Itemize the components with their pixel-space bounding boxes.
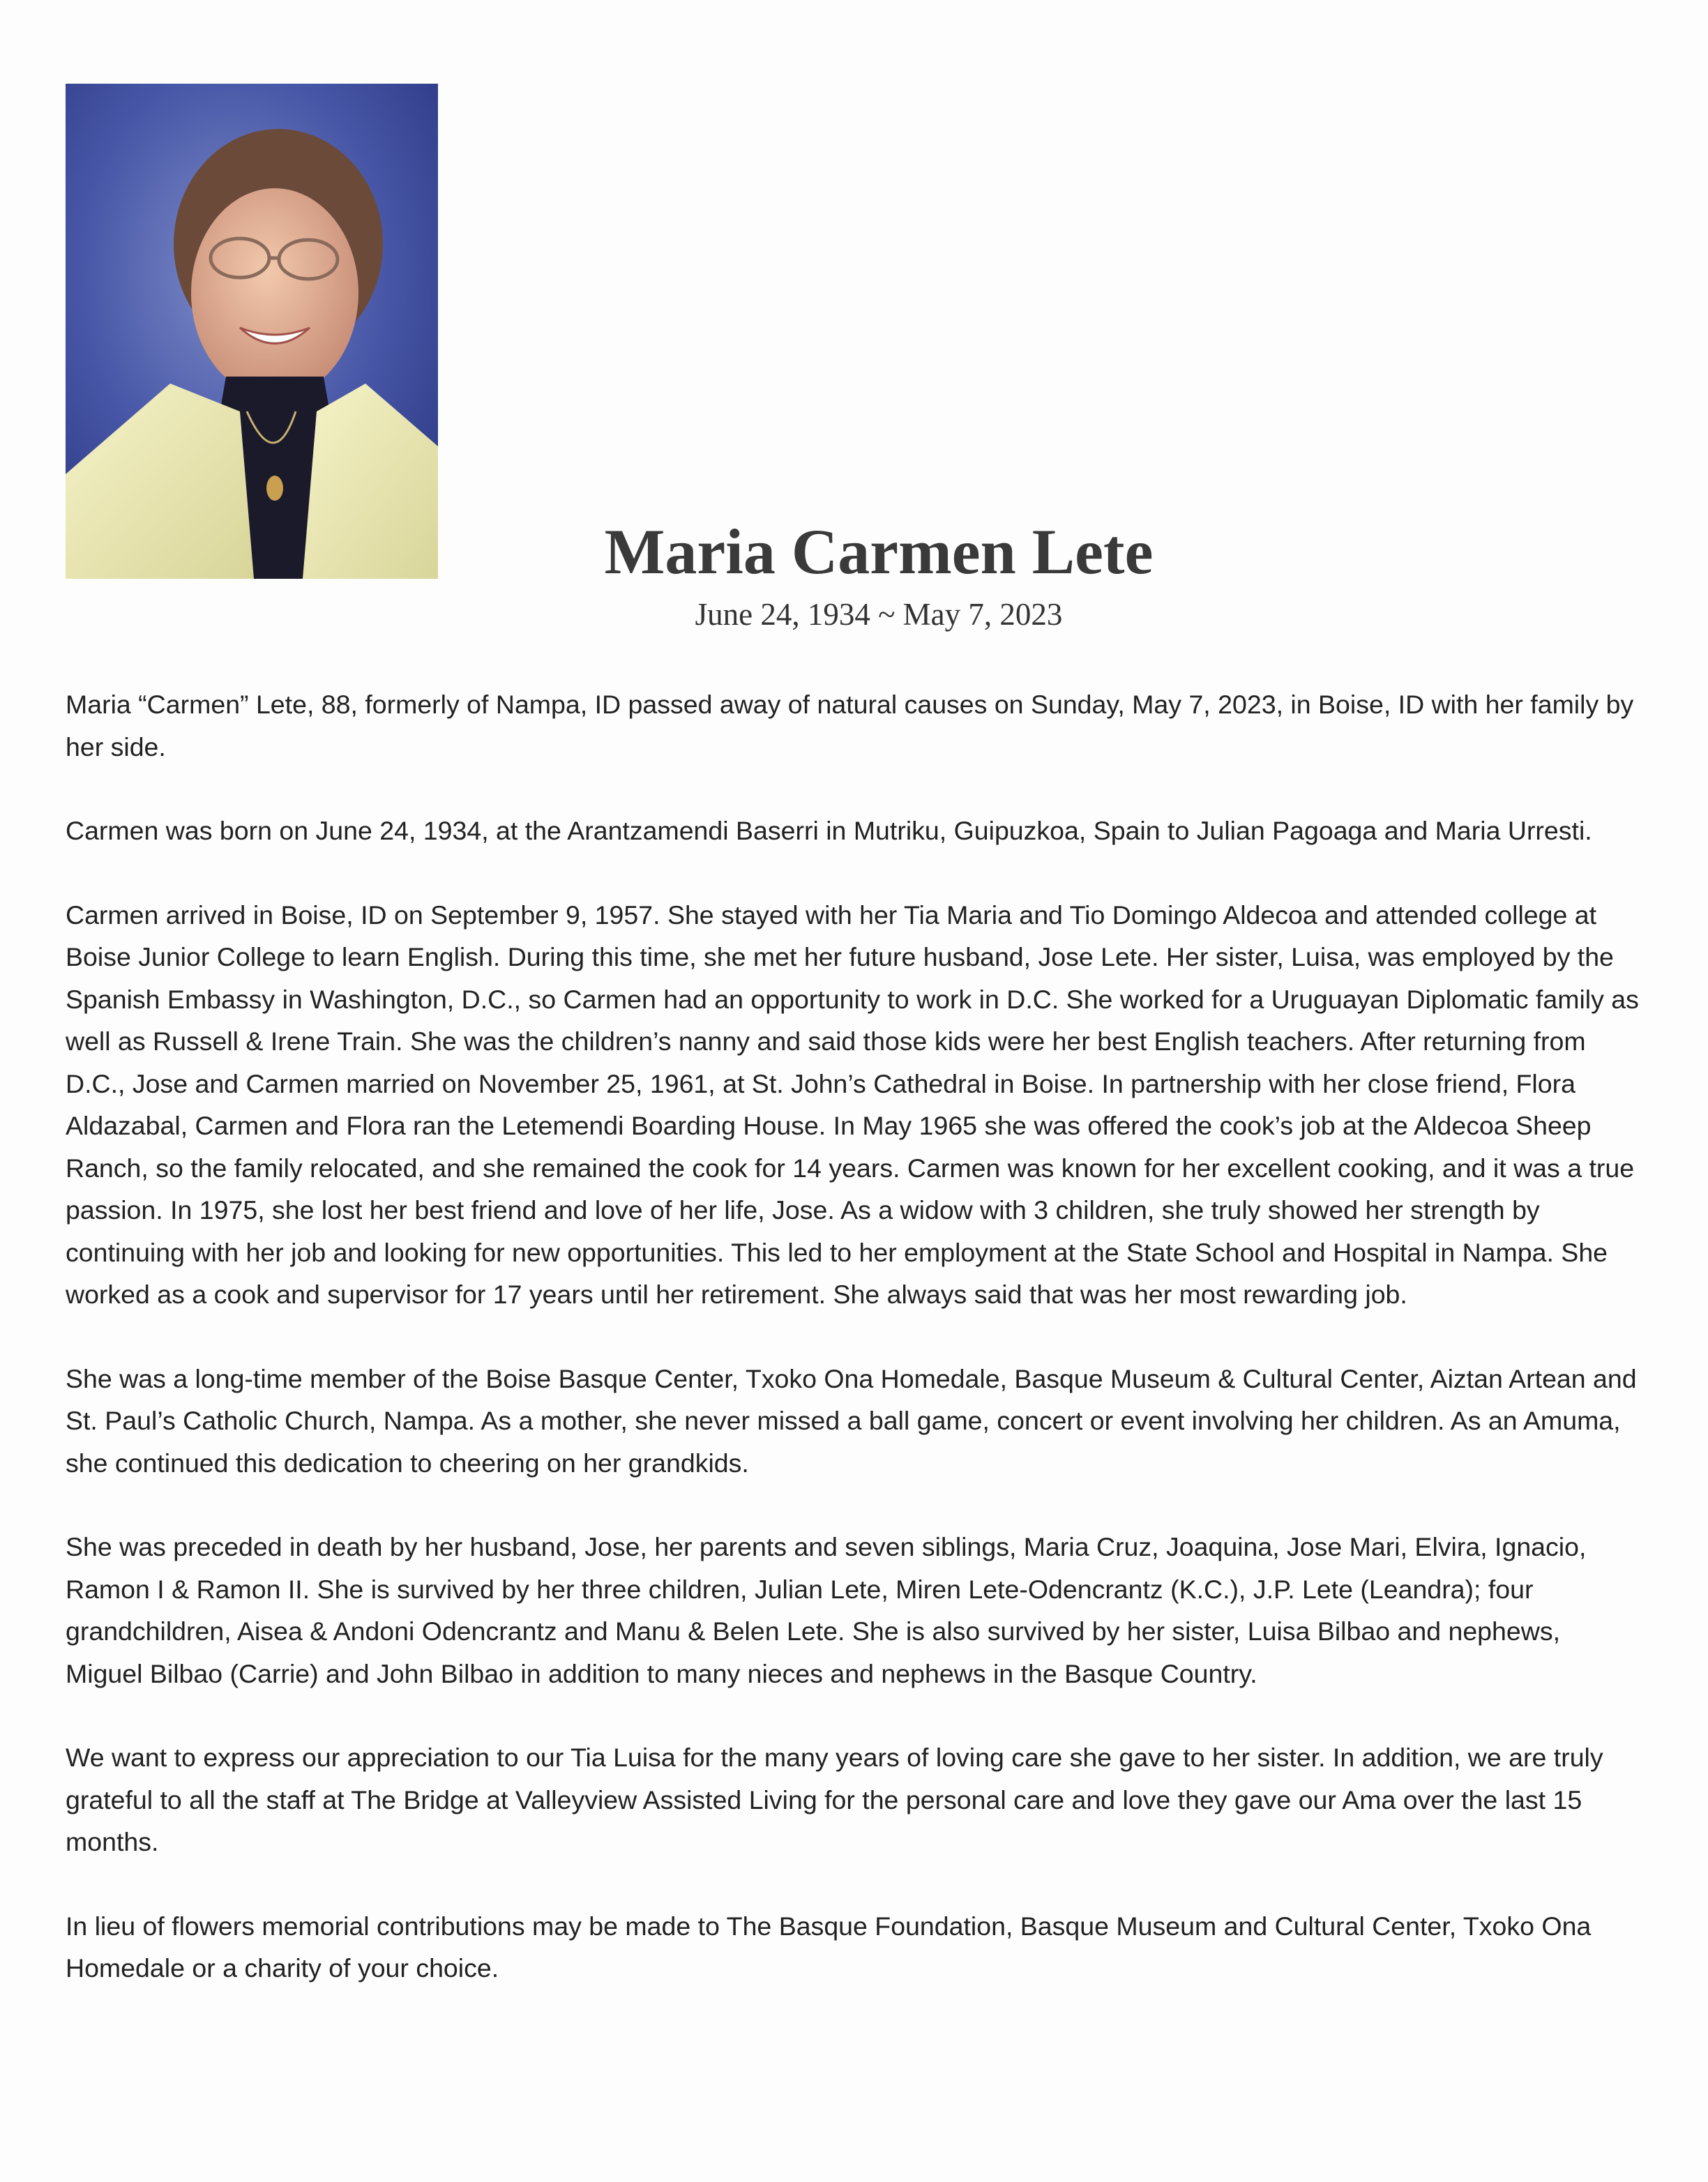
paragraph-life-story: Carmen arrived in Boise, ID on September 9, 1957. She stayed with her Tia Maria and Tio Domingo Aldecoa and attended college at Boise Junior College to learn English. During this time, she met her future husband, Jose Lete. Her sister, Luisa, was employed by the Spanish Embassy in Washington, D.C., so Carmen had an opportunity to work in D.C. She worked for a Uruguayan Diplomatic family as well as Russell & Irene Train. She was the children’s nanny and said those kids were her best English teachers. After returning from D.C., Jose and Carmen married on November 25, 1961, at St. John’s Cathedral in Boise. In partnership with her close friend, Flora Aldazabal, Carmen and Flora ran the Letemendi Boarding House. In May 1965 she was offered the cook’s job at the Aldecoa Sheep Ranch, so the family relocated, and she remained the cook for 14 years. Carmen was known for her excellent cooking, and it was a true passion. In 1975, she lost her best friend and love of her life, Jose. As a widow with 3 children, she truly showed her strength by continuing with her job and looking for new opportunities. This led to her employment at the State School and Hospital in Nampa. She worked as a cook and supervisor for 17 years until her retirement. She always said that was her most rewarding job. bbox=[66, 900, 1639, 1309]
title-block bbox=[391, 516, 1367, 632]
paragraph-family: She was preceded in death by her husband, Jose, her parents and seven siblings, Maria Cruz, Joaquina, Jose Mari, Elvira, Ignacio, Ramon I & Ramon II. She is survived by her three children, Julian Lete, Miren Lete-Odencrantz (K.C.), J.P. Lete (Leandra); four grandchildren, Aisea & Andoni Odencrantz and Manu & Belen Lete. She is also survived by her sister, Luisa Bilbao and nephews, Miguel Bilbao (Carrie) and John Bilbao in addition to many nieces and nephews in the Basque Country. bbox=[66, 1532, 1587, 1688]
paragraph-appreciation: We want to express our appreciation to our Tia Luisa for the many years of loving care she gave to her sister. In addition, we are truly grateful to all the staff at The Bridge at Valleyview Assisted Living for the personal care and love they gave our Ama over the last 15 months. bbox=[66, 1743, 1603, 1856]
obituary-body bbox=[66, 683, 1642, 2031]
paragraph-memberships: She was a long-time member of the Boise Basque Center, Txoko Ona Homedale, Basque Museum & Cultural Center, Aiztan Artean and St. Paul’s Catholic Church, Nampa. As a mother, she never missed a ball game, concert or event involving her children. As an Amuma, she continued this dedication to cheering on her grandkids. bbox=[66, 1363, 1637, 1478]
life-dates: June 24, 1934 ~ May 7, 2023 bbox=[695, 597, 1063, 632]
paragraph-memorial: In lieu of flowers memorial contributions may be made to The Basque Foundation, Basque Museum and Cultural Center, Txoko Ona Homedale or a charity of your choice. bbox=[66, 1911, 1592, 1983]
paragraph-birth: Carmen was born on June 24, 1934, at the Arantzamendi Baserri in Mutriku, Guipuzkoa, Spain to Julian Pagoaga and Maria Urresti. bbox=[66, 816, 1592, 845]
portrait-photo bbox=[66, 84, 438, 579]
portrait-illustration bbox=[66, 84, 438, 579]
paragraph-passing: Maria “Carmen” Lete, 88, formerly of Nampa, ID passed away of natural causes on Sunday, May 7, 2023, in Boise, ID with her family by her side. bbox=[66, 690, 1634, 762]
deceased-name: Maria Carmen Lete bbox=[604, 516, 1154, 587]
